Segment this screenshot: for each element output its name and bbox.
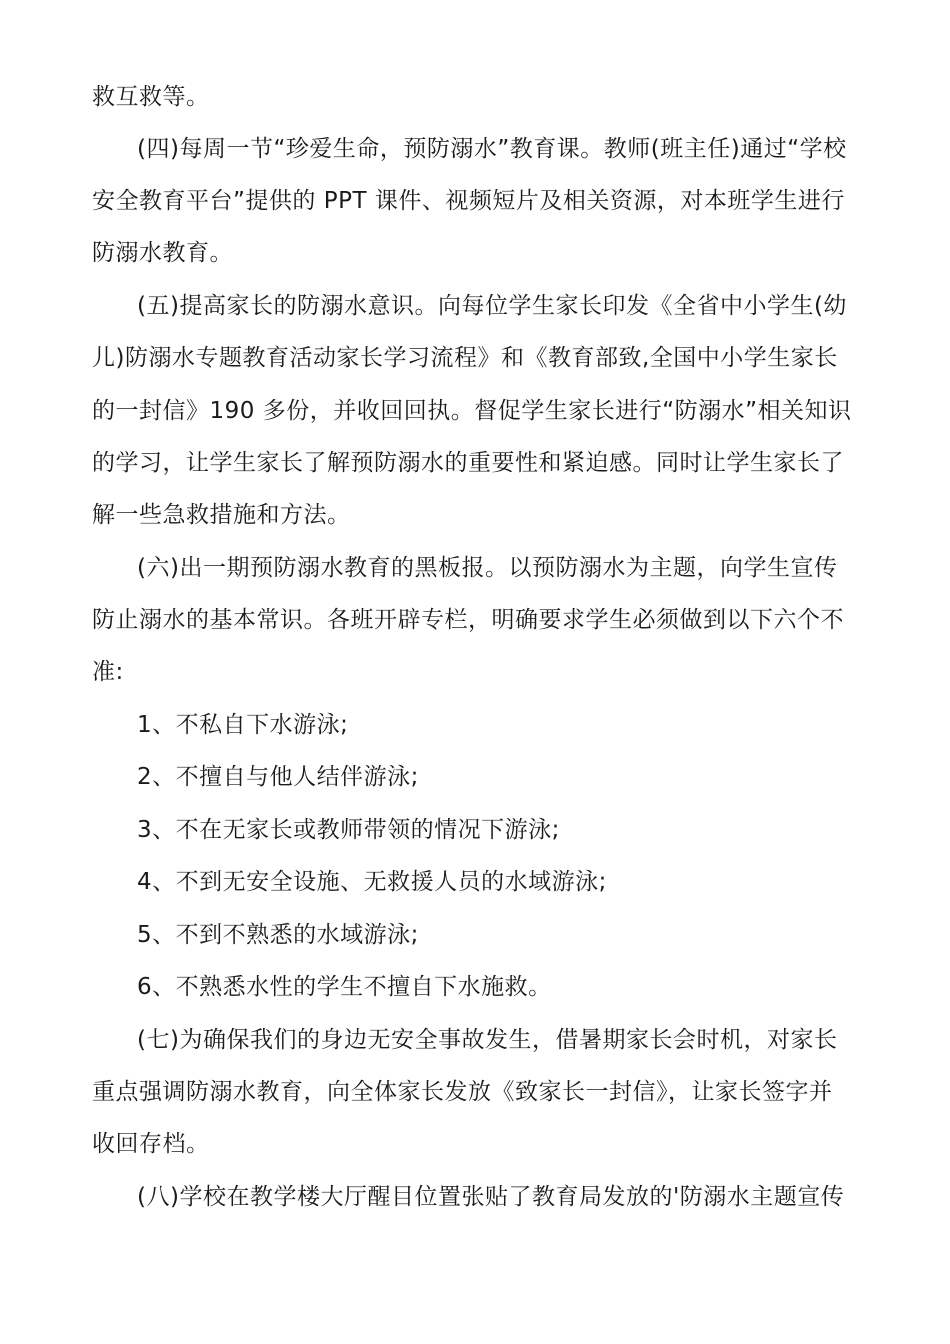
list-item: 2、不擅自与他人结伴游泳;	[137, 764, 419, 790]
text-line: 防止溺水的基本常识。各班开辟专栏，明确要求学生必须做到以下六个不	[92, 607, 844, 633]
text-line: 救互救等。	[92, 84, 210, 110]
text-line: 重点强调防溺水教育，向全体家长发放《致家长一封信》，让家长签字并	[92, 1079, 833, 1105]
text-line: 防溺水教育。	[92, 240, 233, 266]
text-line: 准:	[92, 659, 124, 685]
text-line: 解一些急救措施和方法。	[92, 502, 351, 528]
list-item: 4、不到无安全设施、无救援人员的水域游泳;	[137, 869, 607, 895]
list-item: 5、不到不熟悉的水域游泳;	[137, 922, 419, 948]
paragraph-start: (七)为确保我们的身边无安全事故发生，借暑期家长会时机，对家长	[137, 1027, 838, 1053]
paragraph-start: (八)学校在教学楼大厅醒目位置张贴了教育局发放的'防溺水主题宣传	[137, 1184, 845, 1210]
paragraph-start: (四)每周一节“珍爱生命，预防溺水”教育课。教师(班主任)通过“学校	[137, 136, 847, 162]
text-line: 收回存档。	[92, 1131, 210, 1157]
text-line: 安全教育平台”提供的 PPT 课件、视频短片及相关资源，对本班学生进行	[92, 188, 845, 214]
text-line: 的学习，让学生家长了解预防溺水的重要性和紧迫感。同时让学生家长了	[92, 450, 844, 476]
list-item: 6、不熟悉水性的学生不擅自下水施救。	[137, 974, 552, 1000]
list-item: 3、不在无家长或教师带领的情况下游泳;	[137, 817, 560, 843]
list-item: 1、不私自下水游泳;	[137, 712, 349, 738]
text-line: 的一封信》190 多份，并收回回执。督促学生家长进行“防溺水”相关知识	[92, 398, 852, 424]
text-line: 儿)防溺水专题教育活动家长学习流程》和《教育部致,全国中小学生家长	[92, 345, 838, 371]
paragraph-start: (五)提高家长的防溺水意识。向每位学生家长印发《全省中小学生(幼	[137, 293, 847, 319]
paragraph-start: (六)出一期预防溺水教育的黑板报。以预防溺水为主题，向学生宣传	[137, 555, 838, 581]
